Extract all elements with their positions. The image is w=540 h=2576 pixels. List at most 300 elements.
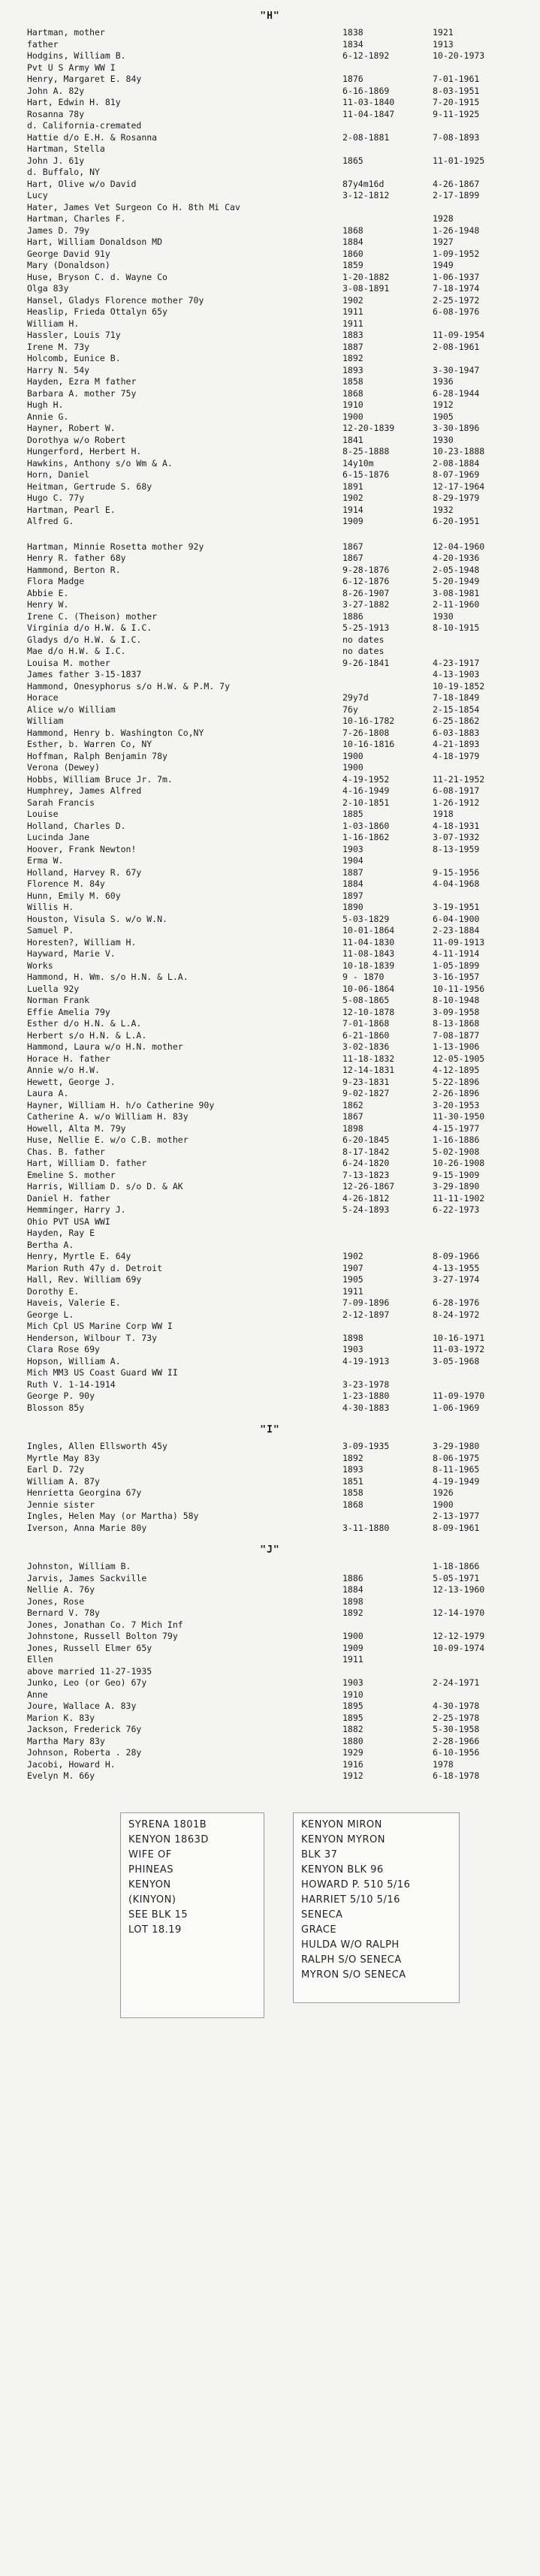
cemetery-listing	[0, 6, 540, 1782]
entry-birth: 4-19-1913	[342, 1355, 390, 1366]
entry-row	[27, 318, 535, 330]
entry-name: Mich MM3 US Coast Guard WW II	[27, 1367, 178, 1378]
entry-death: 1927	[433, 237, 454, 247]
entry-birth: 1867	[342, 541, 364, 552]
entry-death: 7-08-1893	[433, 131, 480, 143]
entry-row	[27, 330, 535, 342]
entry-row	[27, 1464, 535, 1476]
entry-name: Henry W.	[27, 599, 69, 610]
entry-death: 8-07-1969	[433, 469, 480, 480]
entry-row	[27, 423, 535, 435]
entry-death: 9-11-1925	[433, 108, 480, 119]
section-heading: "H"	[260, 11, 280, 22]
entry-name: Heaslip, Frieda Ottalyn 65y	[27, 306, 167, 317]
entry-name: Hugo C. 77y	[27, 493, 85, 503]
entry-death: 8-10-1915	[433, 622, 480, 633]
entry-birth: 1905	[342, 1274, 364, 1285]
entry-name: Houston, Visula S. w/o W.N.	[27, 913, 167, 924]
entry-name: Hartman, Minnie Rosetta mother 92y	[27, 541, 204, 552]
entry-row	[27, 1077, 535, 1089]
entry-name: Hammond, Laura w/o H.N. mother	[27, 1041, 183, 1052]
entry-death: 10-19-1852	[433, 680, 485, 691]
entry-row	[27, 751, 535, 763]
entry-name: Huse, Bryson C. d. Wayne Co	[27, 271, 167, 282]
entry-row	[27, 1379, 535, 1391]
entry-death: 10-09-1974	[433, 1642, 485, 1653]
entry-death: 7-18-1974	[433, 283, 480, 294]
entry-death: 2-28-1966	[433, 1735, 480, 1746]
entry-name: Pvt U S Army WW I	[27, 62, 116, 73]
entry-row	[27, 86, 535, 98]
entry-name: Hodgins, William B.	[27, 50, 126, 61]
entry-death: 4-26-1867	[433, 178, 480, 189]
entry-death: 1-06-1969	[433, 1402, 480, 1413]
note-line: SEE BLK 15	[128, 1909, 189, 1921]
entry-death: 3-29-1980	[433, 1441, 480, 1451]
entry-death: 11-30-1950	[433, 1111, 485, 1122]
entry-name: Junko, Leo (or Geo) 67y	[27, 1677, 147, 1688]
entry-birth: 4-16-1949	[342, 785, 390, 796]
entry-name: Luella 92y	[27, 983, 80, 994]
entry-name: William	[27, 716, 64, 726]
entry-row	[27, 1088, 535, 1100]
entry-row	[27, 50, 535, 62]
entry-name: William A. 87y	[27, 1475, 100, 1487]
entry-death: 12-17-1964	[433, 481, 485, 492]
entry-row	[27, 306, 535, 318]
entry-row	[27, 1134, 535, 1146]
entry-birth: 1904	[342, 855, 364, 866]
entry-row	[27, 1390, 535, 1402]
entry-name: Lucinda Jane	[27, 832, 90, 842]
entry-row	[27, 260, 535, 272]
entry-row	[27, 190, 535, 202]
entry-name: Henry, Margaret E. 84y	[27, 74, 142, 84]
entry-name: Virginia d/o H.W. & I.C.	[27, 622, 152, 633]
entry-birth: 1912	[342, 1770, 364, 1781]
note-line: WIFE OF	[128, 1848, 172, 1860]
entry-death: 4-18-1979	[433, 750, 480, 761]
entry-row	[27, 1747, 535, 1759]
entry-name: Horesten?, William H.	[27, 936, 137, 948]
entry-birth: 1903	[342, 843, 364, 854]
entry-name: Hartman, Charles F.	[27, 213, 126, 224]
entry-row	[27, 1367, 535, 1379]
entry-row	[27, 399, 535, 411]
entry-row	[27, 1216, 535, 1228]
entry-birth: 2-08-1881	[342, 131, 390, 143]
entry-name: Johnstone, Russell Bolton 79y	[27, 1631, 178, 1641]
entry-name: Hammond, H. Wm. s/o H.N. & L.A.	[27, 972, 189, 982]
entry-row	[27, 599, 535, 611]
entry-birth: 1898	[342, 1332, 364, 1343]
entry-name: father	[27, 38, 59, 50]
entry-birth: 8-25-1888	[342, 446, 390, 456]
entry-row	[27, 1321, 535, 1333]
entry-death: 1-26-1912	[433, 797, 480, 808]
entry-birth: 11-04-1847	[342, 108, 395, 119]
entry-birth: 12-20-1839	[342, 423, 395, 433]
entry-name: Johnston, William B.	[27, 1561, 131, 1571]
note-line: HOWARD P. 510 5/16	[301, 1879, 411, 1891]
entry-birth: 1876	[342, 74, 364, 84]
entry-death: 4-15-1977	[433, 1122, 480, 1134]
entry-birth: 1895	[342, 1712, 364, 1723]
entry-name: above married 11-27-1935	[27, 1665, 152, 1677]
entry-row	[27, 237, 535, 249]
entry-name: Hartman, Stella	[27, 143, 105, 154]
entry-row	[27, 132, 535, 144]
entry-birth: 8-26-1907	[342, 587, 390, 598]
entry-birth: 9-26-1841	[342, 657, 390, 668]
entry-birth: 1911	[342, 318, 364, 329]
entry-death: 2-11-1960	[433, 599, 480, 610]
entry-row	[27, 984, 535, 996]
entry-row	[27, 728, 535, 740]
entry-death: 12-12-1979	[433, 1631, 485, 1641]
entry-birth: 1867	[342, 553, 364, 563]
entry-death: 1913	[433, 38, 454, 50]
entry-birth: 12-10-1878	[342, 1006, 395, 1017]
note-line: KENYON MIRON	[301, 1818, 382, 1830]
entry-row	[27, 39, 535, 51]
entry-name: Hobbs, William Bruce Jr. 7m.	[27, 773, 173, 785]
entry-death: 1900	[433, 1499, 454, 1510]
entry-birth: 1868	[342, 224, 364, 236]
entry-row	[27, 762, 535, 774]
entry-row	[27, 1204, 535, 1216]
entry-birth: 1900	[342, 1631, 364, 1641]
entry-name: James D. 79y	[27, 224, 90, 236]
entry-birth: 1-20-1882	[342, 271, 390, 282]
entry-name: Samuel P.	[27, 925, 74, 935]
entry-death: 11-11-1902	[433, 1192, 485, 1204]
entry-birth: 1929	[342, 1747, 364, 1758]
entry-name: Erma W.	[27, 855, 64, 866]
entry-birth: 1916	[342, 1758, 364, 1770]
entry-birth: 1892	[342, 353, 364, 363]
entry-row	[27, 1619, 535, 1631]
entry-death: 4-23-1917	[433, 657, 480, 668]
entry-death: 1930	[433, 434, 454, 445]
entry-name: Hart, William Donaldson MD	[27, 237, 163, 247]
entry-row	[27, 249, 535, 261]
entry-row	[27, 1701, 535, 1713]
entry-row	[27, 62, 535, 74]
entry-name: Mae d/o H.W. & I.C.	[27, 646, 126, 656]
entry-row	[27, 1065, 535, 1077]
entry-birth: 29y7d	[342, 692, 369, 703]
document-page	[0, 6, 540, 2576]
entry-name: Henry, Myrtle E. 64y	[27, 1251, 131, 1261]
entry-row	[27, 1030, 535, 1042]
entry-name: Holcomb, Eunice B.	[27, 353, 121, 363]
entry-row	[27, 1193, 535, 1205]
entry-death: 2-08-1961	[433, 341, 480, 352]
entry-birth: 1838	[342, 27, 364, 38]
entry-row	[27, 1584, 535, 1596]
entry-name: Mary (Donaldson)	[27, 260, 110, 270]
section-heading: "J"	[260, 1544, 280, 1556]
entry-row	[27, 435, 535, 447]
entry-row	[27, 225, 535, 237]
note-card-kenyon-myron	[293, 1812, 460, 2003]
entry-birth: 4-26-1812	[342, 1192, 390, 1204]
entry-death: 1918	[433, 809, 454, 819]
note-line: KENYON 1863D	[128, 1833, 209, 1845]
entry-name: Alfred G.	[27, 516, 74, 526]
entry-name: John J. 61y	[27, 155, 85, 166]
entry-row	[27, 960, 535, 972]
entry-death: 3-30-1896	[433, 423, 480, 433]
entry-row	[27, 143, 535, 155]
entry-row	[27, 1251, 535, 1263]
entry-row	[27, 1123, 535, 1135]
entry-name: Flora Madge	[27, 576, 85, 586]
entry-name: Louisa M. mother	[27, 657, 110, 668]
handwritten-notes	[0, 1805, 540, 2030]
entry-death: 8-29-1979	[433, 493, 480, 503]
entry-row	[27, 1158, 535, 1170]
entry-birth: 6-12-1876	[342, 576, 390, 586]
entry-row	[27, 1770, 535, 1782]
entry-row	[27, 890, 535, 902]
entry-row	[27, 1476, 535, 1488]
entry-birth: 7-01-1868	[342, 1018, 390, 1029]
entry-death: 2-25-1972	[433, 294, 480, 306]
entry-name: Ohio PVT USA WWI	[27, 1216, 110, 1227]
entry-name: Florence M. 84y	[27, 878, 105, 889]
entry-death: 3-20-1953	[433, 1099, 480, 1110]
entry-death: 6-20-1951	[433, 516, 480, 526]
entry-birth: 1898	[342, 1595, 364, 1607]
entry-name: Chas. B. father	[27, 1146, 105, 1157]
entry-name: Hattie d/o E.H. & Rosanna	[27, 131, 158, 143]
entry-name: Hart, William D. father	[27, 1158, 147, 1168]
entry-birth: 1834	[342, 38, 364, 50]
entry-name: Hayner, William H. h/o Catherine 90y	[27, 1099, 215, 1110]
entry-death: 4-13-1955	[433, 1262, 480, 1273]
entry-death: 1905	[433, 411, 454, 422]
entry-birth: 8-17-1842	[342, 1146, 390, 1157]
entry-row	[27, 553, 535, 565]
entry-row	[27, 365, 535, 377]
entry-row	[27, 1333, 535, 1345]
note-line: HARRIET 5/10 5/16	[301, 1894, 400, 1906]
entry-name: Ingles, Allen Ellsworth 45y	[27, 1441, 167, 1451]
entry-birth: 14y10m	[342, 457, 374, 469]
entry-name: Humphrey, James Alfred	[27, 785, 142, 796]
entry-name: Jarvis, James Sackville	[27, 1572, 147, 1583]
entry-name: Esther d/o H.N. & L.A.	[27, 1018, 142, 1029]
entry-row	[27, 1263, 535, 1275]
entry-row	[27, 458, 535, 470]
entry-name: Jennie sister	[27, 1499, 95, 1510]
entry-row	[27, 1736, 535, 1748]
entry-death: 6-28-1944	[433, 387, 480, 399]
entry-name: Howell, Alta M. 79y	[27, 1122, 126, 1134]
entry-death: 12-05-1905	[433, 1053, 485, 1064]
note-line: KENYON	[128, 1879, 171, 1891]
entry-name: Hugh H.	[27, 399, 64, 410]
entry-birth: 1-16-1862	[342, 832, 390, 842]
entry-name: Nellie A. 76y	[27, 1584, 95, 1595]
entry-row	[27, 855, 535, 867]
entry-name: Hartman, Pearl E.	[27, 504, 116, 515]
entry-death: 10-20-1973	[433, 50, 485, 61]
entry-name: Hammond, Berton R.	[27, 564, 121, 575]
entry-birth: 1892	[342, 1452, 364, 1463]
entry-birth: 1911	[342, 1654, 364, 1665]
entry-death: 1928	[433, 213, 454, 224]
entry-death: 6-10-1956	[433, 1747, 480, 1758]
entry-name: Blosson 85y	[27, 1402, 85, 1413]
note-line: LOT 18.19	[128, 1924, 182, 1936]
entry-birth: 1890	[342, 902, 364, 912]
entry-name: Henderson, Wilbour T. 73y	[27, 1332, 158, 1343]
entry-name: Barbara A. mother 75y	[27, 387, 137, 399]
entry-row	[27, 1286, 535, 1298]
entry-death: 4-13-1903	[433, 669, 480, 679]
entry-death: 5-22-1896	[433, 1076, 480, 1087]
entry-birth: 12-14-1831	[342, 1065, 395, 1075]
entry-name: Harris, William D. s/o D. & AK	[27, 1181, 183, 1192]
entry-row	[27, 1441, 535, 1453]
entry-birth: 1851	[342, 1475, 364, 1487]
entry-death: 2-24-1971	[433, 1677, 480, 1688]
entry-name: George David 91y	[27, 248, 110, 259]
entry-row	[27, 469, 535, 481]
entry-death: 5-30-1958	[433, 1724, 480, 1734]
entry-row	[27, 972, 535, 984]
entry-birth: 9-02-1827	[342, 1088, 390, 1098]
section-rows	[0, 1441, 540, 1534]
entry-row	[27, 388, 535, 400]
entry-row	[27, 202, 535, 214]
entry-name: Hemminger, Harry J.	[27, 1204, 126, 1215]
entry-death: 1921	[433, 27, 454, 38]
entry-birth: 1867	[342, 1111, 364, 1122]
entry-birth: 1-03-1860	[342, 820, 390, 831]
entry-death: 2-17-1899	[433, 190, 480, 200]
entry-death: 6-08-1976	[433, 306, 480, 317]
entry-death: 4-18-1931	[433, 820, 480, 831]
entry-death: 8-24-1972	[433, 1309, 480, 1320]
entry-row	[27, 1713, 535, 1725]
entry-death: 1-18-1866	[433, 1561, 480, 1571]
entry-birth: 76y	[342, 704, 358, 715]
entry-birth: 10-16-1816	[342, 739, 395, 749]
entry-row	[27, 704, 535, 716]
entry-death: 3-09-1958	[433, 1006, 480, 1017]
entry-row	[27, 283, 535, 295]
section-rows	[0, 1561, 540, 1782]
entry-death: 9-15-1956	[433, 866, 480, 878]
entry-row	[27, 588, 535, 600]
entry-birth: 1898	[342, 1122, 364, 1134]
entry-name: Hater, James Vet Surgeon Co H. 8th Mi Cav	[27, 201, 240, 212]
entry-row	[27, 376, 535, 388]
entry-row	[27, 1759, 535, 1771]
entry-birth: 1892	[342, 1607, 364, 1618]
entry-death: 12-13-1960	[433, 1584, 485, 1595]
entry-name: Annie G.	[27, 411, 69, 422]
entry-birth: 1886	[342, 610, 364, 622]
entry-name: Hayden, Ezra M father	[27, 376, 137, 387]
entry-row	[27, 867, 535, 879]
entry-birth: no dates	[342, 634, 385, 645]
entry-name: Annie w/o H.W.	[27, 1065, 100, 1075]
entry-death: 6-28-1976	[433, 1297, 480, 1308]
entry-death: 5-02-1908	[433, 1146, 480, 1157]
entry-death: 1-05-1899	[433, 960, 480, 971]
entry-death: 3-29-1890	[433, 1181, 480, 1192]
entry-row	[27, 576, 535, 588]
entry-death: 3-16-1957	[433, 972, 480, 982]
entry-name: Norman Frank	[27, 995, 90, 1005]
entry-row	[27, 995, 535, 1007]
entry-death: 3-07-1932	[433, 832, 480, 842]
entry-row	[27, 1689, 535, 1701]
entry-name: Olga 83y	[27, 283, 69, 294]
entry-birth: 7-13-1823	[342, 1169, 390, 1180]
entry-birth: 10-01-1864	[342, 925, 395, 935]
entry-birth: 1883	[342, 330, 364, 340]
entry-death: 8-03-1951	[433, 85, 480, 96]
entry-row	[27, 505, 535, 517]
entry-row	[27, 646, 535, 658]
note-line: RALPH S/O SENECA	[301, 1954, 402, 1966]
entry-name: Hammond, Onesyphorus s/o H.W. & P.M. 7y	[27, 680, 231, 691]
entry-birth: 1859	[342, 260, 364, 270]
entry-row	[27, 692, 535, 704]
entry-death: 11-21-1952	[433, 773, 485, 785]
note-line: MYRON S/O SENECA	[301, 1969, 406, 1981]
entry-birth: 1900	[342, 750, 364, 761]
entry-birth: 1884	[342, 878, 364, 889]
entry-death: 1-06-1937	[433, 271, 480, 282]
entry-name: Jones, Jonathan Co. 7 Mich Inf	[27, 1619, 183, 1630]
entry-death: 6-03-1883	[433, 727, 480, 738]
entry-row	[27, 1402, 535, 1415]
entry-death: 1926	[433, 1487, 454, 1498]
entry-birth: 1914	[342, 504, 364, 515]
entry-death: 8-13-1868	[433, 1018, 480, 1029]
entry-row	[27, 1573, 535, 1585]
note-line: SYRENA 1801B	[128, 1818, 207, 1830]
entry-birth: 10-06-1864	[342, 983, 395, 994]
entry-death: 8-06-1975	[433, 1452, 480, 1463]
entry-death: 10-23-1888	[433, 446, 485, 456]
entry-birth: 6-21-1860	[342, 1029, 390, 1041]
entry-row	[27, 213, 535, 225]
entry-name: Hammond, Henry b. Washington Co,NY	[27, 727, 204, 738]
entry-birth: 7-09-1896	[342, 1297, 390, 1308]
entry-name: Horace	[27, 692, 59, 703]
entry-name: Hawkins, Anthony s/o Wm & A.	[27, 457, 173, 469]
entry-name: Jacobi, Howard H.	[27, 1758, 116, 1770]
entry-row	[27, 634, 535, 646]
entry-row	[27, 1100, 535, 1112]
entry-birth: 1900	[342, 762, 364, 773]
entry-name: Dorothy E.	[27, 1285, 80, 1297]
entry-birth: 5-24-1893	[342, 1204, 390, 1215]
entry-row	[27, 516, 535, 528]
entry-birth: 1909	[342, 1642, 364, 1653]
entry-row	[27, 1274, 535, 1286]
entry-name: George L.	[27, 1309, 74, 1320]
entry-name: Esther, b. Warren Co, NY	[27, 739, 152, 749]
